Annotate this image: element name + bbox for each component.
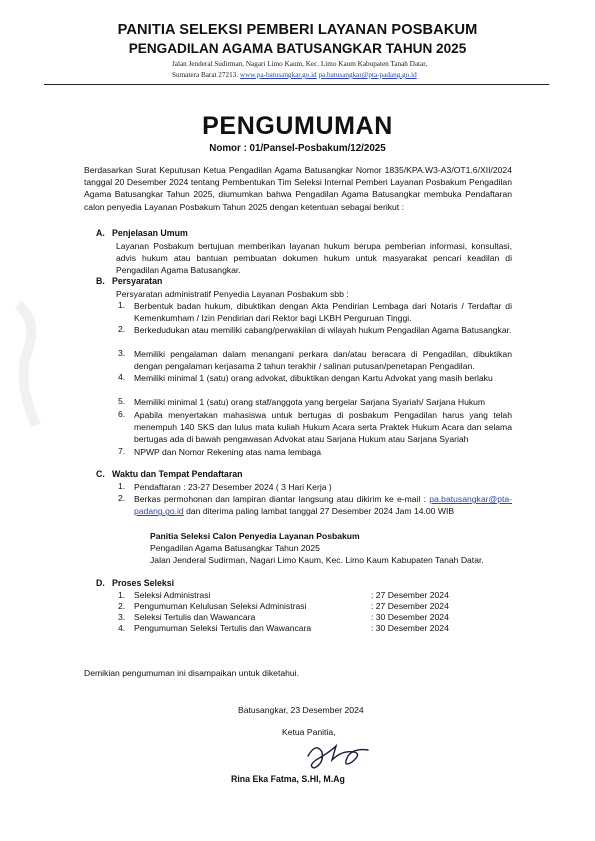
submission-address-line2: Jalan Jenderal Sudirman, Nagari Limo Kaum, Kec. Limo Kaum Kabupaten Tanah Datar. <box>150 555 484 565</box>
schedule-label: Seleksi Tertulis dan Wawancara <box>134 612 256 622</box>
list-number: 3. <box>118 348 126 358</box>
scan-artifact <box>8 300 56 430</box>
list-number: 7. <box>118 446 126 456</box>
list-item: Berkedudukan atau memiliki cabang/perwakilan di wilayah hukum Pengadilan Agama Batusangkar. <box>134 325 512 335</box>
schedule-date: : 27 Desember 2024 <box>371 590 449 600</box>
section-c-heading <box>96 469 243 479</box>
list-item: Memiliki minimal 1 (satu) orang staf/anggota yang bergelar Sarjana Syariah/ Sarjana Hukum <box>134 397 486 407</box>
schedule-number: 3. <box>118 612 126 622</box>
section-title: Penjelasan Umum <box>112 228 188 238</box>
place-date: Batusangkar, 23 Desember 2024 <box>238 705 364 715</box>
list-number: 1. <box>118 300 126 310</box>
schedule-number: 2. <box>118 601 126 611</box>
schedule-date: : 30 Desember 2024 <box>371 612 449 622</box>
letterhead-address-2 <box>172 71 572 79</box>
email-link[interactable]: pa.batusangkar@pta-padang.go.id <box>318 71 417 79</box>
schedule-label: Pengumuman Kelulusan Seleksi Administrasi <box>134 601 307 611</box>
section-letter: D. <box>96 578 105 588</box>
signer-title: Ketua Panitia, <box>282 727 336 737</box>
section-b-lead: Persyaratan administratif Penyedia Layanan Posbakum sbb : <box>116 289 349 299</box>
schedule-number: 1. <box>118 590 126 600</box>
section-letter: A. <box>96 228 105 238</box>
submission-address-heading: Panitia Seleksi Calon Penyedia Layanan Posbakum <box>150 531 360 541</box>
letterhead-address-city: Sumatera Barat 27213. <box>172 71 239 79</box>
list-number: 2. <box>118 493 126 503</box>
letterhead-divider <box>44 84 549 85</box>
schedule-label: Pengumuman Seleksi Tertulis dan Wawancara <box>134 623 312 633</box>
document-title: PENGUMUMAN <box>202 112 393 140</box>
registration-period: Pendaftaran : 23-27 Desember 2024 ( 3 Hari Kerja ) <box>134 482 332 492</box>
letterhead-line1: PANITIA SELEKSI PEMBERI LAYANAN POSBAKUM <box>117 22 478 38</box>
document-number: Nomor : 01/Pansel-Posbakum/12/2025 <box>209 143 386 154</box>
schedule-number: 4. <box>118 623 126 633</box>
submission-address-line1: Pengadilan Agama Batusangkar Tahun 2025 <box>150 543 320 553</box>
section-letter: C. <box>96 469 105 479</box>
list-item: Memiliki minimal 1 (satu) orang advokat, dibuktikan dengan Kartu Advokat yang masih berlaku <box>134 373 493 383</box>
list-number: 5. <box>118 396 126 406</box>
website-link[interactable]: www.pa-batusangkar.go.id <box>239 71 317 79</box>
list-item: Apabila menyertakan mahasiswa untuk bertugas di posbakum Pengadilan harus yang telah menempuh 140 SKS dan lulus mata kuliah Hukum Acara serta Praktek Hukum Acara dan selama bertugas ada di bawah pengawasan Advokat atau Sarjana Hukum atau Sarjana Syariah <box>134 410 512 445</box>
schedule-date: : 30 Desember 2024 <box>371 623 449 633</box>
letterhead-line2: PENGADILAN AGAMA BATUSANGKAR TAHUN 2025 <box>128 41 467 56</box>
section-title: Proses Seleksi <box>112 578 175 588</box>
list-number: 1. <box>118 481 126 491</box>
section-b-heading <box>96 276 162 286</box>
section-a-heading <box>96 228 188 238</box>
list-number: 2. <box>118 324 126 334</box>
submission-instructions <box>134 493 512 517</box>
list-item: NPWP dan Nomor Rekening atas nama lembaga <box>134 447 322 457</box>
signature-image <box>302 738 372 772</box>
submission-email-link[interactable]: pa.batusangkar@pta-padang.go.id <box>134 494 512 517</box>
intro-paragraph: Berdasarkan Surat Keputusan Ketua Pengadilan Agama Batusangkar Nomor 1835/KPA.W3-A3/OT1.6/XII/2024 tanggal 20 Desember 2024 tentang Pembentukan Tim Seleksi Internal Pemberi Layanan Posbakum Pengadilan Agama Batusangkar Tahun 2025, diumumkan bahwa Pengadilan Agama Batusangkar membuka Pendaftaran calon penyedia Layanan Posbakum Tahun 2025 dengan ketentuan sebagai berikut : <box>84 165 512 212</box>
closing-sentence: Demikian pengumuman ini disampaikan untuk diketahui. <box>84 668 299 678</box>
letterhead-address: Jalan Jenderal Sudirman, Nagari Limo Kaum, Kec. Limo Kaum Kabupaten Tanah Datar, <box>172 60 428 68</box>
schedule-label: Seleksi Administrasi <box>134 590 211 600</box>
submission-text: Berkas permohonan dan lampiran diantar langsung atau dikirim ke e-mail : <box>134 494 426 504</box>
signer-name: Rina Eka Fatma, S.HI, M.Ag <box>231 774 345 784</box>
submission-deadline: dan diterima paling lambat tanggal 27 Desember 2024 Jam 14.00 WIB <box>183 506 455 517</box>
list-number: 6. <box>118 409 126 419</box>
section-letter: B. <box>96 276 105 286</box>
section-title: Persyaratan <box>112 276 163 286</box>
list-item: Memiliki pengalaman dalam menangani perkara dan/atau beracara di Pengadilan, dibuktikan dengan pengalaman kerjasama 2 tahun terakhir / salinan putusan/penetapan Pengadilan. <box>134 349 512 372</box>
schedule-date: : 27 Desember 2024 <box>371 601 449 611</box>
section-title: Waktu dan Tempat Pendaftaran <box>112 469 243 479</box>
section-a-text: Layanan Posbakum bertujuan memberikan layanan hukum berupa pemberian informasi, konsultasi, advis hukum atau bantuan pembuatan dokumen hukum untuk masyarakat pencari keadilan di Pengadilan Agama Batusangkar. <box>116 241 512 276</box>
section-d-heading <box>96 578 174 588</box>
list-number: 4. <box>118 372 126 382</box>
list-item: Berbentuk badan hukum, dibuktikan dengan Akta Pendirian Lembaga dari Notaris / Terdaftar di Kemenkumham / Izin Pendirian dari Rektor bagi LKBH Perguruan Tinggi. <box>134 301 512 324</box>
